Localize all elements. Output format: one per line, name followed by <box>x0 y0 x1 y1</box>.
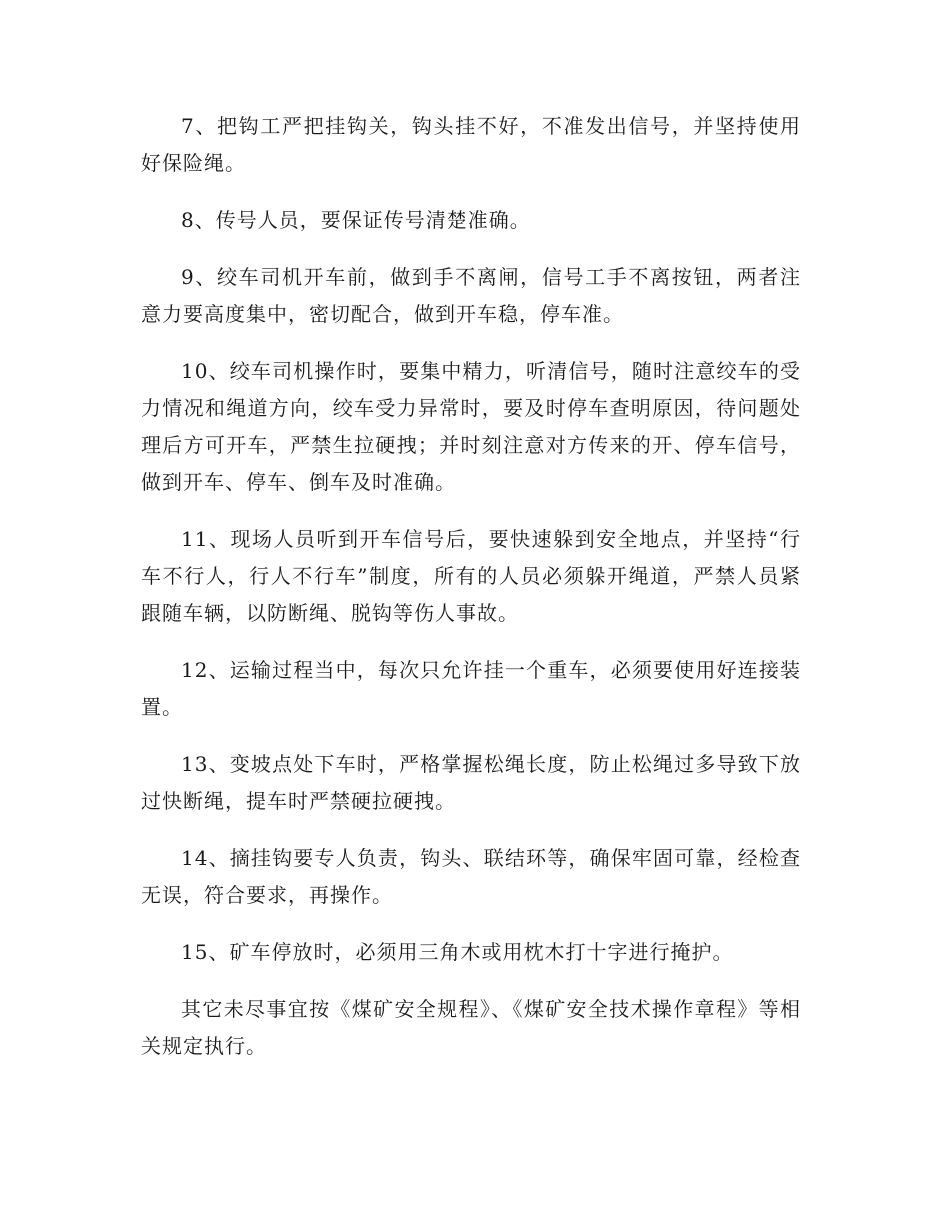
paragraph-rule-11: 11、现场人员听到开车信号后，要快速躲到安全地点，并坚持“行车不行人，行人不行车”制度，所有的人员必须躲开绳道，严禁人员紧跟随车辆，以防断绳、脱钩等伤人事故。 <box>141 527 801 625</box>
paragraph-rule-15: 15、矿车停放时，必须用三角木或用枕木打十字进行掩护。 <box>181 940 734 964</box>
paragraph-rule-13: 13、变坡点处下车时，严格掌握松绳长度，防止松绳过多导致下放过快断绳，提车时严禁硬拉硬拽。 <box>141 752 801 813</box>
paragraph-closing-note: 其它未尽事宜按《煤矿安全规程》、《煤矿安全技术操作章程》等相关规定执行。 <box>141 997 801 1058</box>
document-body <box>141 108 801 1085</box>
paragraph-rule-9: 9、绞车司机开车前，做到手不离闸，信号工手不离按钮，两者注意力要高度集中，密切配合，做到开车稳，停车准。 <box>141 265 801 326</box>
paragraph-rule-10: 10、绞车司机操作时，要集中精力，听清信号，随时注意绞车的受力情况和绳道方向，绞车受力异常时，要及时停车查明原因，待问题处理后方可开车，严禁生拉硬拽；并时刻注意对方传来的开、停车信号，做到开车、停车、倒车及时准确。 <box>141 359 801 494</box>
paragraph-rule-14: 14、摘挂钩要专人负责，钩头、联结环等，确保牢固可靠，经检查无误，符合要求，再操作。 <box>141 846 801 907</box>
paragraph-rule-8: 8、传号人员，要保证传号清楚准确。 <box>181 208 531 232</box>
paragraph-rule-7: 7、把钩工严把挂钩关，钩头挂不好，不准发出信号，并坚持使用好保险绳。 <box>141 114 801 175</box>
paragraph-rule-12: 12、运输过程当中，每次只允许挂一个重车，必须要使用好连接装置。 <box>141 658 801 719</box>
